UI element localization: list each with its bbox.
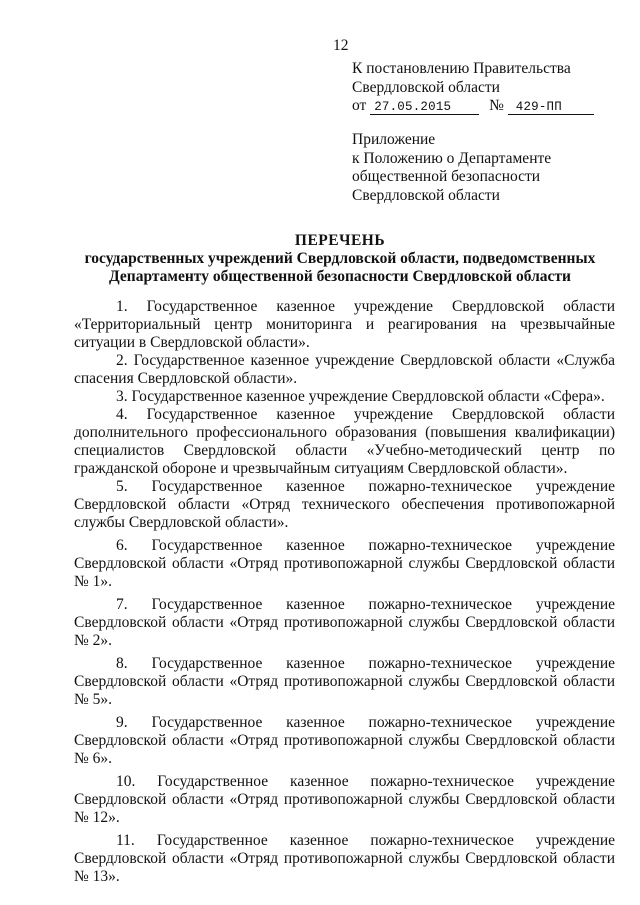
document-title	[60, 232, 620, 286]
annex-line-2: к Положению о Департаменте	[352, 149, 552, 167]
annex-line-4: Свердловской области	[352, 186, 500, 204]
list-item: 2. Государственное казенное учреждение Свердловской области «Служба спасения Свердловской области».	[74, 352, 615, 387]
page-number: 12	[333, 37, 349, 54]
list-item: 1. Государственное казенное учреждение Свердловской области «Территориальный центр мониторинга и реагирования на чрезвычайные ситуации в Свердловской области».	[74, 298, 615, 351]
resolution-reference	[352, 60, 612, 116]
list-item: 6. Государственное казенное пожарно-техническое учреждение Свердловской области «Отряд противопожарной службы Свердловской области № 1».	[74, 537, 615, 590]
list-item: 11. Государственное казенное пожарно-техническое учреждение Свердловской области «Отряд противопожарной службы Свердловской области № 13».	[74, 832, 615, 885]
list-item: 4. Государственное казенное учреждение Свердловской области дополнительного профессионального образования (повышения квалификации) специалистов Свердловской области «Учебно-методический центр по гражданской обороне и чрезвычайным ситуациям Свердловской области».	[74, 406, 615, 477]
annex-reference	[352, 131, 612, 205]
resolution-date: 27.05.2015	[370, 100, 479, 115]
list-item: 7. Государственное казенное пожарно-техническое учреждение Свердловской области «Отряд противопожарной службы Свердловской области № 2».	[74, 596, 615, 649]
annex-line-1: Приложение	[352, 131, 436, 148]
list-item: 5. Государственное казенное пожарно-техническое учреждение Свердловской области «Отряд технического обеспечения противопожарной службы Свердловской области».	[74, 478, 615, 531]
list-item: 10. Государственное казенное пожарно-техническое учреждение Свердловской области «Отряд противопожарной службы Свердловской области № 12».	[74, 773, 615, 826]
annex-line-3: общественной безопасности	[352, 168, 541, 185]
list-item: 8. Государственное казенное пожарно-техническое учреждение Свердловской области «Отряд противопожарной службы Свердловской области № 5».	[74, 655, 615, 708]
from-label: от	[352, 97, 367, 114]
resolution-line-1: К постановлению Правительства	[352, 60, 571, 77]
title-main: ПЕРЕЧЕНЬ	[294, 232, 386, 249]
list-item: 3. Государственное казенное учреждение Свердловской области «Сфера».	[116, 388, 605, 405]
institutions-list	[74, 298, 615, 886]
resolution-line-2: Свердловской области	[352, 78, 500, 96]
number-label: №	[489, 97, 504, 114]
title-line-3: Департаменту общественной безопасности Свердловской области	[109, 268, 571, 285]
list-item: 9. Государственное казенное пожарно-техническое учреждение Свердловской области «Отряд противопожарной службы Свердловской области № 6».	[74, 714, 615, 767]
resolution-date-number-line	[352, 97, 612, 116]
title-line-2: государственных учреждений Свердловской области, подведомственных	[84, 250, 596, 267]
resolution-number: 429-ПП	[508, 100, 594, 115]
